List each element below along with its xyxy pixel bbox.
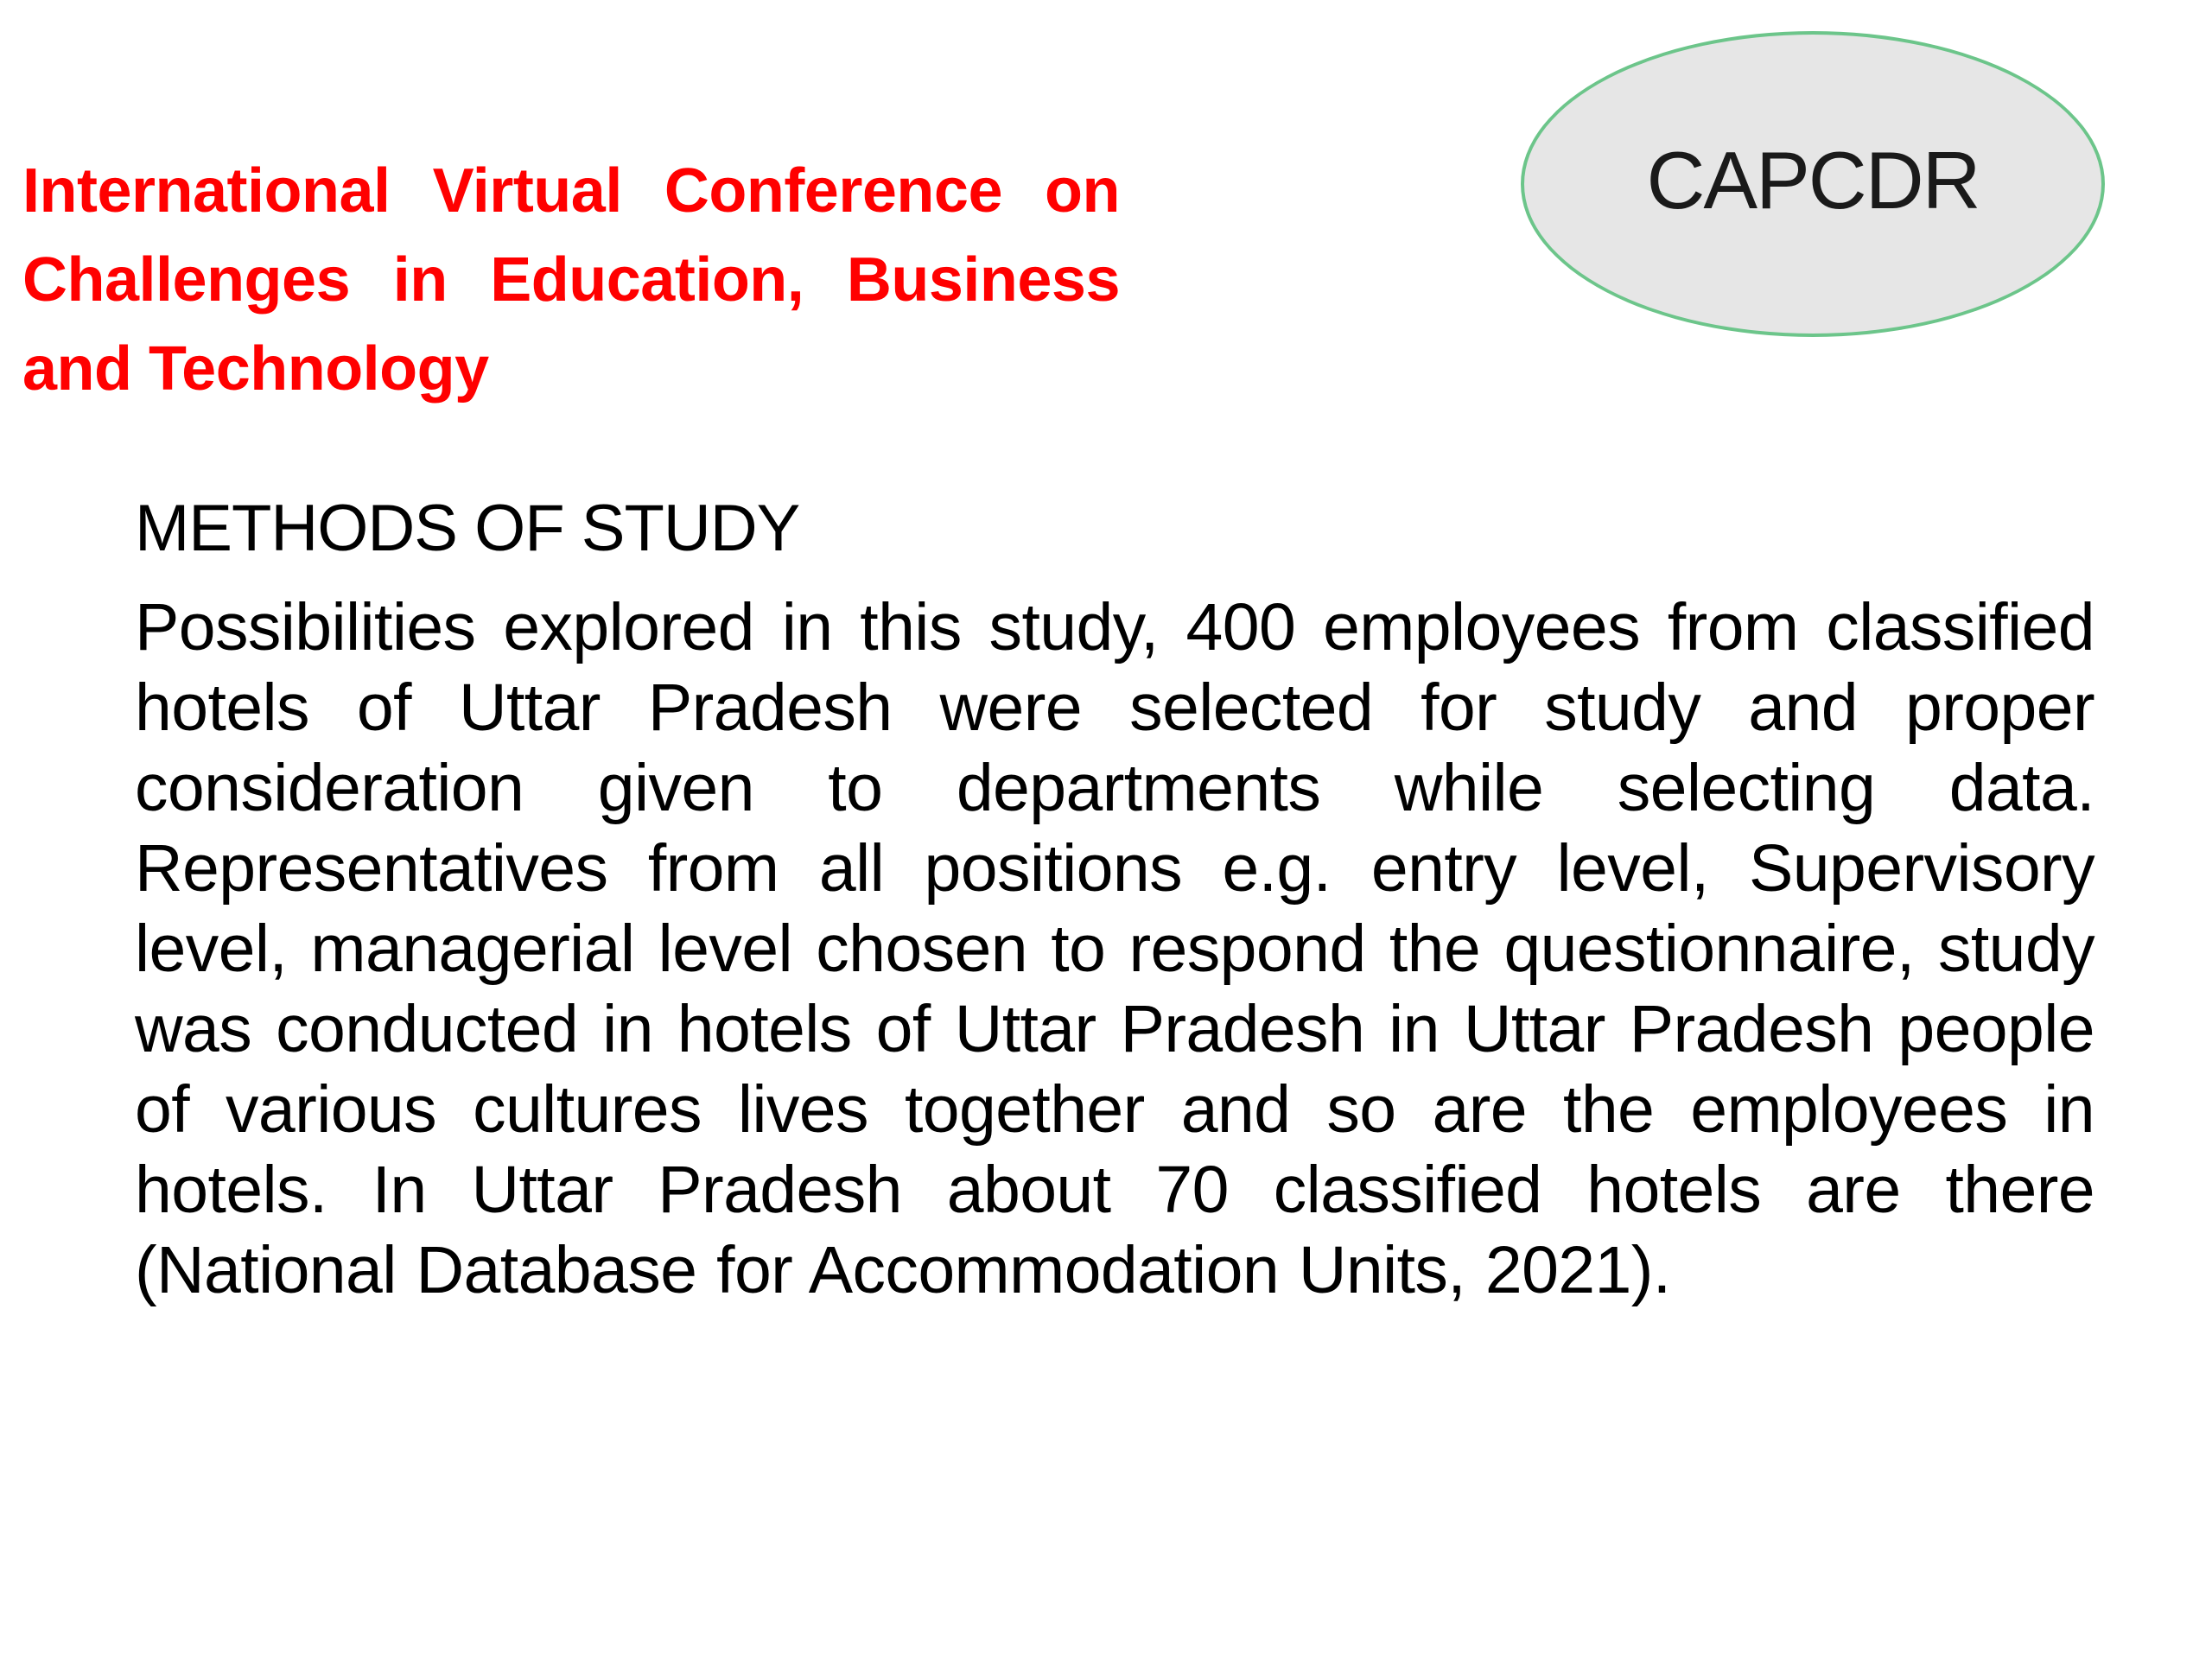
body-paragraph: Possibilities explored in this study, 400 employees from classified hotels of Uttar Pradesh were selected for study and proper consideration given to departments while selecting data. Representatives from all positions e.g. entry level, Supervisory level, managerial level chosen to respond the questionnaire, study was conducted in hotels of Uttar Pradesh in Uttar Pradesh people of various cultures lives together and so are the employees in hotels. In Uttar Pradesh about 70 classified hotels are there (National Database for Accommodation Units, 2021).: [135, 590, 2094, 1307]
section-heading: METHODS OF STUDY: [135, 492, 800, 565]
organization-badge: [1521, 31, 2105, 337]
organization-badge-label: CAPCDR: [1646, 135, 1980, 226]
conference-title: International Virtual Conference on Challenges in Education, Business and Technology: [22, 156, 1120, 404]
